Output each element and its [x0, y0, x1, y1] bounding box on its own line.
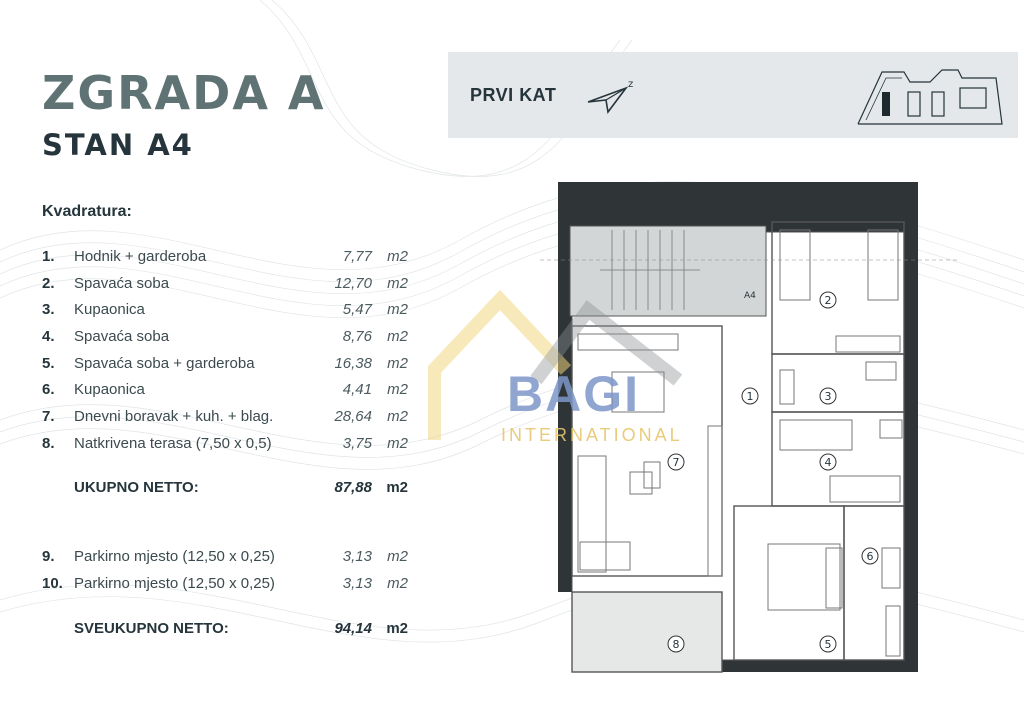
- room-number-4: 4: [824, 456, 832, 469]
- room-area: 28,64: [334, 408, 372, 426]
- parking-label: Parkirno mjesto (12,50 x 0,25): [74, 574, 275, 592]
- room-list: [42, 246, 412, 460]
- room-number-7: 7: [672, 456, 680, 469]
- room-unit: m2: [387, 301, 408, 319]
- net-total-row: [42, 479, 412, 501]
- room-area: 12,70: [334, 274, 372, 292]
- room-unit: m2: [387, 408, 408, 426]
- room-number: 2.: [42, 274, 55, 292]
- room-number-3: 3: [824, 390, 832, 403]
- unit-title: STAN A4: [42, 128, 194, 162]
- net-total-label: UKUPNO NETTO:: [74, 479, 199, 496]
- list-item: [42, 433, 412, 460]
- room-number-6: 6: [866, 550, 874, 563]
- floor-label: PRVI KAT: [470, 85, 557, 105]
- room-number: 4.: [42, 328, 55, 346]
- parking-area: 3,13: [342, 574, 372, 592]
- room-unit: m2: [387, 328, 408, 346]
- room-number: 6.: [42, 381, 55, 399]
- room-number: 8.: [42, 434, 55, 452]
- parking-label: Parkirno mjesto (12,50 x 0,25): [74, 548, 275, 565]
- room-number: 1.: [42, 248, 55, 265]
- room-label: Dnevni boravak + kuh. + blag.: [74, 408, 274, 426]
- room-label: Kupaonica: [74, 301, 145, 319]
- parking-list: [42, 546, 412, 599]
- list-item: [42, 246, 412, 273]
- net-total-unit: m2: [386, 479, 408, 496]
- room-label: Spavaća soba + garderoba: [74, 354, 255, 372]
- parking-unit: m2: [387, 548, 408, 565]
- room-unit: m2: [387, 248, 408, 265]
- room-area: 5,47: [342, 301, 372, 319]
- stair-label: A4: [744, 291, 756, 301]
- room-number-5: 5: [824, 638, 832, 651]
- list-item: [42, 299, 412, 326]
- parking-area: 3,13: [342, 548, 372, 565]
- list-item: [42, 353, 412, 380]
- room-unit: m2: [387, 274, 408, 292]
- room-area: 16,38: [334, 354, 372, 372]
- room-number: 7.: [42, 408, 55, 426]
- room-area: 7,77: [342, 248, 372, 265]
- north-arrow-icon: [586, 76, 646, 116]
- list-item: [42, 326, 412, 353]
- room-area: 3,75: [342, 434, 372, 452]
- list-item: [42, 273, 412, 300]
- room-number-2: 2: [824, 294, 832, 307]
- key-plan-icon: [856, 62, 1006, 128]
- grand-total-unit: m2: [386, 620, 408, 637]
- compass-letter: z: [628, 79, 634, 90]
- room-label: Natkrivena terasa (7,50 x 0,5): [74, 434, 272, 452]
- room-label: Kupaonica: [74, 381, 145, 399]
- room-unit: m2: [387, 354, 408, 372]
- net-total-value: 87,88: [334, 479, 372, 496]
- list-item: [42, 379, 412, 406]
- room-number: 3.: [42, 301, 55, 319]
- list-item: [42, 546, 412, 573]
- parking-number: 10.: [42, 574, 63, 592]
- building-title: ZGRADA A: [42, 66, 326, 120]
- room-number: 5.: [42, 354, 55, 372]
- room-label: Spavaća soba: [74, 328, 170, 346]
- area-heading: Kvadratura:: [42, 203, 132, 220]
- east-wall: [904, 182, 918, 672]
- room-label: Hodnik + garderoba: [74, 248, 207, 265]
- room-unit: m2: [387, 381, 408, 399]
- list-item: [42, 573, 412, 600]
- north-wall: [558, 182, 918, 232]
- floor-panel: [448, 52, 1018, 138]
- grand-total-label: SVEUKUPNO NETTO:: [74, 620, 229, 637]
- parking-number: 9.: [42, 548, 55, 565]
- room-area: 4,41: [342, 381, 372, 399]
- room-number-1: 1: [746, 390, 754, 403]
- watermark-name: BAGI: [507, 366, 640, 422]
- room-label: Spavaća soba: [74, 274, 170, 292]
- room-unit: m2: [387, 434, 408, 452]
- grand-total-value: 94,14: [334, 620, 372, 637]
- room-number-8: 8: [672, 638, 680, 651]
- parking-unit: m2: [387, 574, 408, 592]
- watermark-sub: INTERNATIONAL: [501, 425, 683, 445]
- room-area: 8,76: [342, 328, 372, 346]
- grand-total-row: [42, 620, 412, 642]
- south-wall: [722, 660, 918, 672]
- terrace-outline: [572, 592, 722, 672]
- list-item: [42, 406, 412, 433]
